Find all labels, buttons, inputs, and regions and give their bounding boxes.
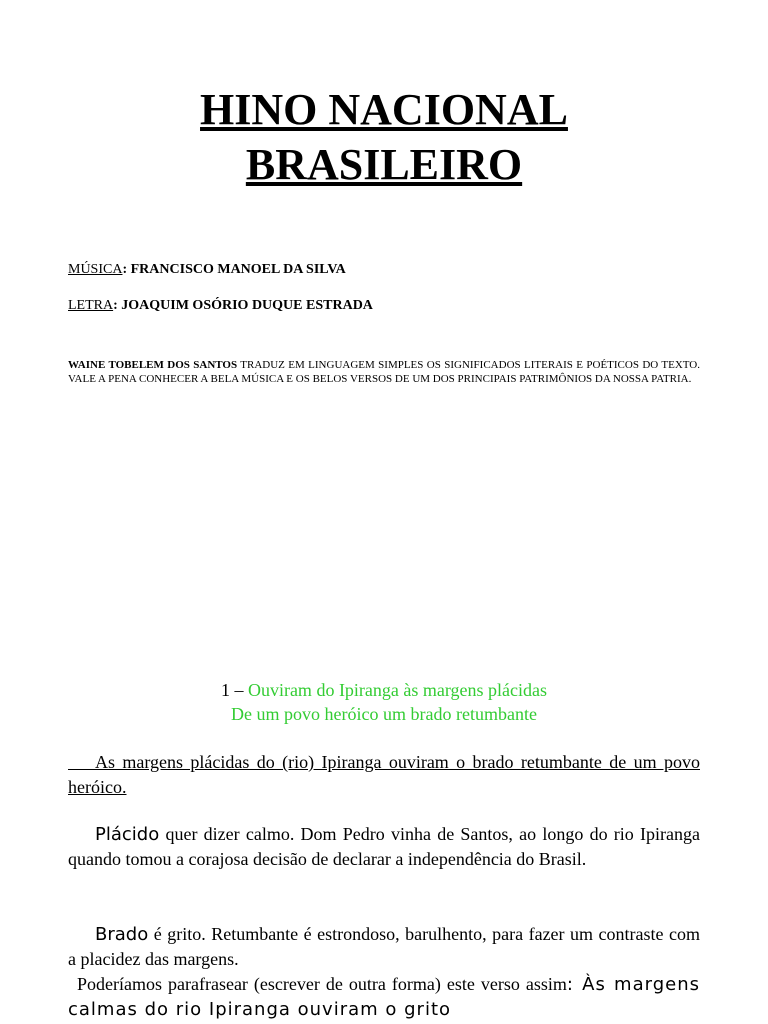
- verse-text-1: Ouviram do Ipiranga às margens plácidas: [247, 680, 548, 700]
- parafrasear-sans-text: : Às margens calmas do rio Ipiranga ouviram o grito: [68, 974, 700, 1020]
- verse-line-1: [0, 678, 768, 702]
- paraphrase-text: As margens plácidas do (rio) Ipiranga ouviram o brado retumbante de um povo heróico.: [68, 752, 700, 797]
- lyrics-author: : JOAQUIM OSÓRIO DUQUE ESTRADA: [113, 298, 373, 313]
- music-label: MÚSICA: [68, 262, 123, 277]
- music-credit: [68, 262, 346, 278]
- section-number: 1 –: [220, 680, 248, 700]
- brado-paragraph: [68, 922, 700, 1022]
- document-title: [0, 82, 768, 192]
- title-line-1: HINO NACIONAL: [200, 85, 568, 134]
- parafrasear-text: Poderíamos parafrasear (escrever de outra forma) este verso assim: [77, 974, 567, 994]
- placido-paragraph: [68, 822, 700, 872]
- verse-text-2: De um povo heróico um brado retumbante: [231, 704, 537, 724]
- music-composer: : FRANCISCO MANOEL DA SILVA: [122, 262, 346, 277]
- placido-term: Plácido: [95, 824, 160, 845]
- brado-term: Brado: [95, 924, 149, 945]
- title-line-2: BRASILEIRO: [245, 140, 523, 189]
- verse-line-2: [0, 702, 768, 726]
- paraphrase-paragraph: [68, 750, 700, 800]
- lyrics-label: LETRA: [68, 298, 114, 313]
- placido-text: quer dizer calmo. Dom Pedro vinha de Santos, ao longo do rio Ipiranga quando tomou a corajosa decisão de declarar a independência do Brasil.: [68, 824, 700, 869]
- lyrics-credit: [68, 298, 373, 314]
- intro-text: TRADUZ EM LINGUAGEM SIMPLES OS SIGNIFICADOS LITERAIS E POÉTICOS DO TEXTO. VALE A PENA CONHECER A BELA MÚSICA E OS BELOS VERSOS DE UM DOS PRINCIPAIS PATRIMÔNIOS DA NOSSA PATRIA.: [68, 359, 700, 385]
- intro-paragraph: [68, 358, 700, 386]
- intro-author: WAINE TOBELEM DOS SANTOS: [68, 359, 238, 371]
- brado-text: é grito. Retumbante é estrondoso, barulhento, para fazer um contraste com a placidez das margens.: [68, 924, 700, 969]
